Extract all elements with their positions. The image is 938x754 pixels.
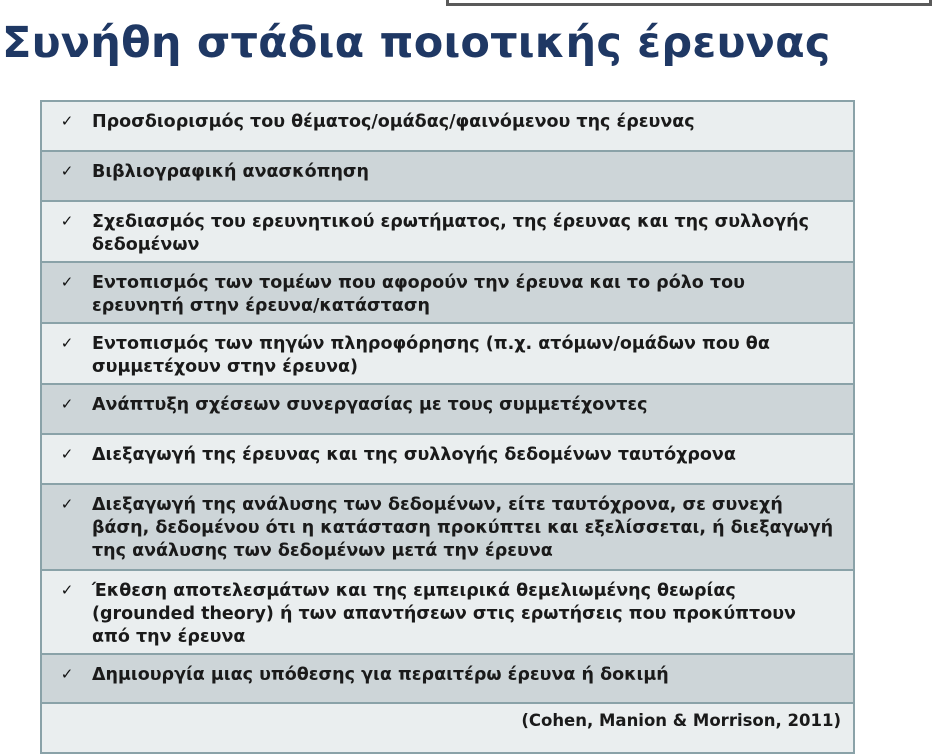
stage-text: Διεξαγωγή της ανάλυσης των δεδομένων, είτε ταυτόχρονα, σε συνεχή βάση, δεδομένου ότι η κατάσταση προκύπτει και εξελίσσεται, ή διεξαγωγή της ανάλυσης των δεδομένων μετά την έρευνα [92, 495, 834, 561]
checkmark-icon: ✓ [60, 581, 74, 599]
stage-text: Βιβλιογραφική ανασκόπηση [92, 162, 370, 182]
table-row [42, 571, 853, 655]
table-row [42, 485, 853, 571]
stage-text: Έκθεση αποτελεσμάτων και της εμπειρικά θεμελιωμένης θεωρίας (grounded theory) ή των απαντήσεων στις ερωτήσεις που προκύπτουν από την έρευνα [92, 581, 796, 647]
checkmark-icon: ✓ [60, 665, 74, 683]
table-row [42, 655, 853, 704]
stages-table [40, 100, 855, 754]
table-row [42, 263, 853, 324]
checkmark-icon: ✓ [60, 495, 74, 513]
table-row [42, 152, 853, 202]
checkmark-icon: ✓ [60, 395, 74, 413]
checkmark-icon: ✓ [60, 162, 74, 180]
top-frame-decoration [446, 0, 932, 6]
stage-text: Ανάπτυξη σχέσεων συνεργασίας με τους συμμετέχοντες [92, 395, 648, 415]
checkmark-icon: ✓ [60, 334, 74, 352]
table-row [42, 102, 853, 152]
page-title: Συνήθη στάδια ποιοτικής έρευνας [2, 18, 831, 68]
stage-text: Εντοπισμός των τομέων που αφορούν την έρευνα και το ρόλο του ερευνητή στην έρευνα/κατάσταση [92, 273, 745, 316]
table-row [42, 385, 853, 435]
stage-text: Εντοπισμός των πηγών πληροφόρησης (π.χ. ατόμων/ομάδων που θα συμμετέχουν στην έρευνα) [92, 334, 770, 377]
citation: (Cohen, Manion & Morrison, 2011) [521, 711, 841, 730]
table-row [42, 435, 853, 485]
stage-text: Διεξαγωγή της έρευνας και της συλλογής δεδομένων ταυτόχρονα [92, 445, 736, 465]
stage-text: Δημιουργία μιας υπόθεσης για περαιτέρω έρευνα ή δοκιμή [92, 665, 669, 685]
table-row [42, 202, 853, 263]
checkmark-icon: ✓ [60, 445, 74, 463]
checkmark-icon: ✓ [60, 212, 74, 230]
checkmark-icon: ✓ [60, 273, 74, 291]
checkmark-icon: ✓ [60, 112, 74, 130]
citation-row [42, 704, 853, 752]
table-row [42, 324, 853, 385]
stage-text: Σχεδιασμός του ερευνητικού ερωτήματος, της έρευνας και της συλλογής δεδομένων [92, 212, 809, 255]
stage-text: Προσδιορισμός του θέματος/ομάδας/φαινόμενου της έρευνας [92, 112, 695, 132]
